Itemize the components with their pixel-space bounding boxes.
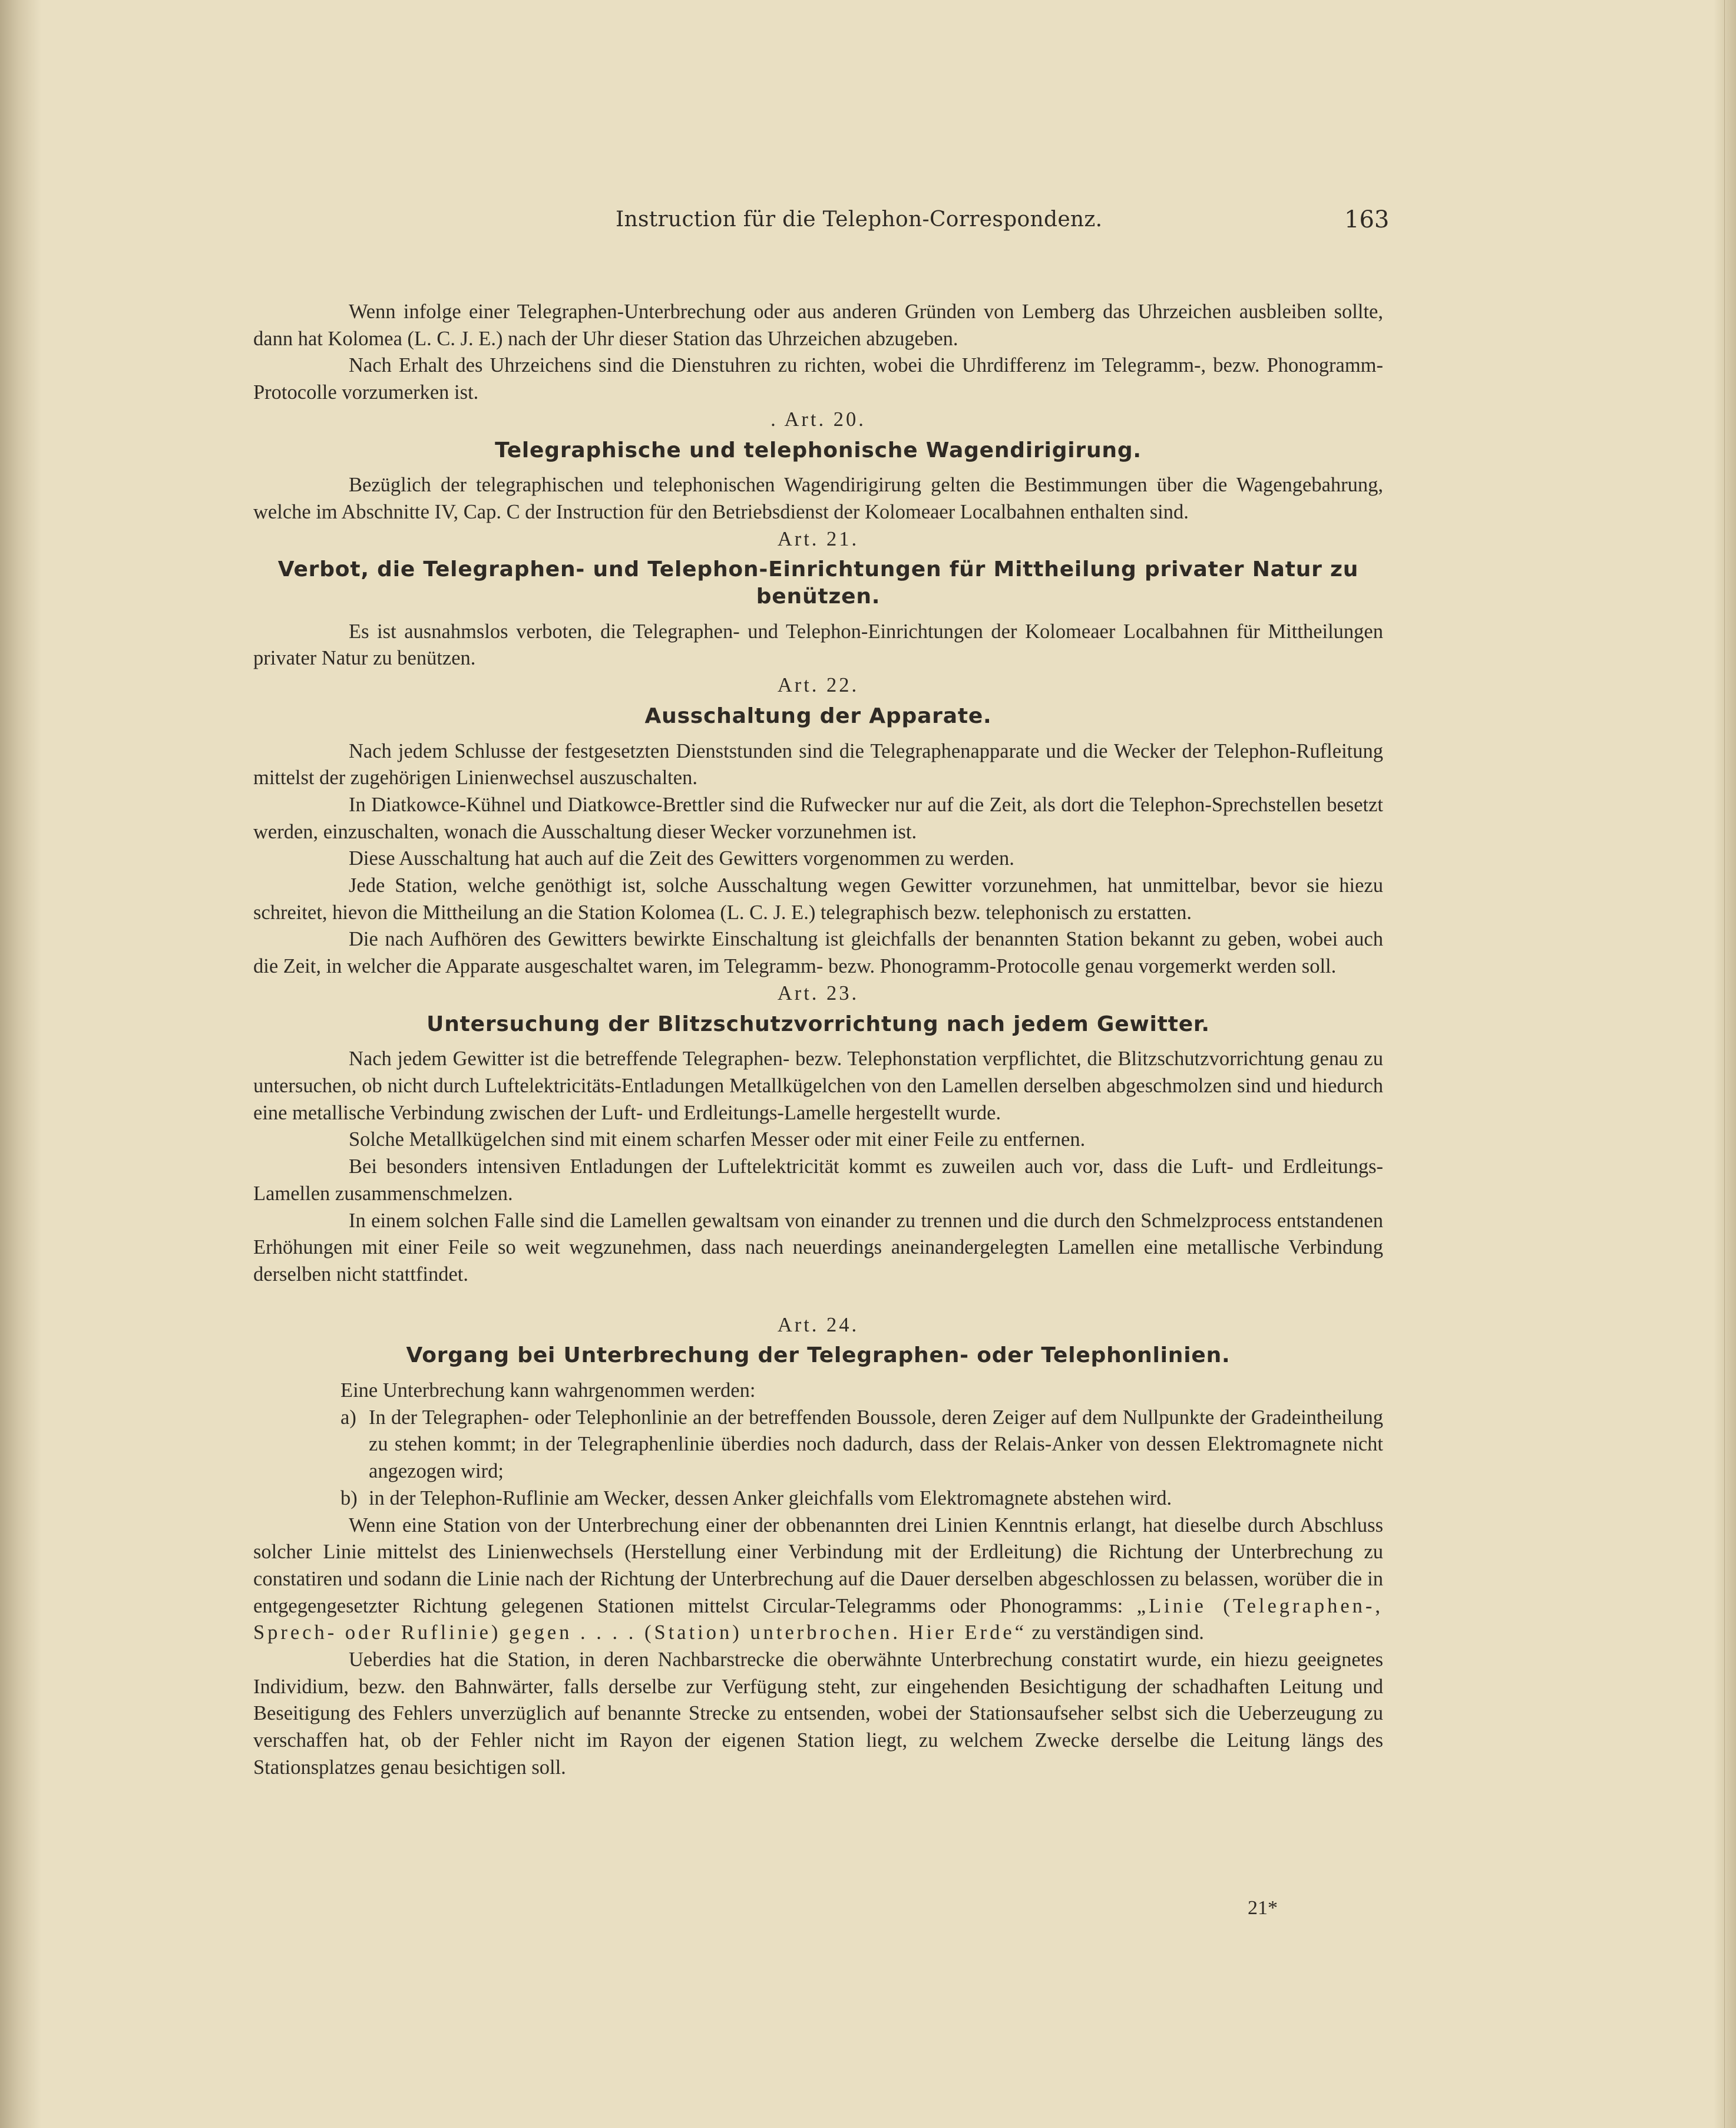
article-number: Art. 21.	[777, 527, 859, 550]
paragraph: In einem solchen Falle sind die Lamellen gewaltsam von einander zu trennen und die durch den Schmelzprocess entstandenen Erhöhungen mit einer Feile so weit wegzunehmen, dass nach neuerdings aneinandergelegten Lamellen eine metallische Verbindung derselben nicht stattfindet.	[253, 1209, 1383, 1286]
paragraph: Die nach Aufhören des Gewitters bewirkte Einschaltung ist gleichfalls der benannten Station bekannt zu geben, wobei auch die Zeit, in welcher die Apparate ausgeschaltet waren, im Telegramm- bezw. Phonogramm-Protocolle genau vorgemerkt werden soll.	[253, 928, 1383, 978]
paragraph: Nach Erhalt des Uhrzeichens sind die Dienstuhren zu richten, wobei die Uhrdifferenz im Telegramm-, bezw. Phonogramm-Protocolle vorzumerken ist.	[253, 354, 1383, 404]
article-heading: Verbot, die Telegraphen- und Telephon-Einrichtungen für Mittheilung privater Natur zu benützen.	[277, 557, 1359, 609]
paragraph: Jede Station, welche genöthigt ist, solche Ausschaltung wegen Gewitter vorzunehmen, hat unmittelbar, bevor sie hiezu schreitet, hievon die Mittheilung an die Station Kolomea (L. C. J. E.) telegraphisch bezw. telephonisch zu erstatten.	[253, 874, 1383, 924]
paragraph: Eine Unterbrechung kann wahrgenommen werden:	[340, 1379, 756, 1402]
article-number: Art. 22.	[777, 674, 859, 697]
article-heading: Untersuchung der Blitzschutzvorrichtung nach jedem Gewitter.	[426, 1012, 1210, 1036]
article-heading: Telegraphische und telephonische Wagendirigirung.	[495, 438, 1142, 462]
list-item	[253, 1405, 1383, 1485]
article-number: Art. 24.	[777, 1313, 859, 1336]
paragraph: Diese Ausschaltung hat auch auf die Zeit des Gewitters vorgenommen zu werden.	[349, 847, 1014, 870]
list-text: in der Telephon-Ruflinie am Wecker, dessen Anker gleichfalls vom Elektromagnete abstehen wird.	[369, 1486, 1172, 1509]
page-edge-right	[1714, 0, 1736, 2128]
quoted-message: „Linie (Telegraphen-, Sprech- oder Ruflinie) gegen . . . . (Station) unterbrochen. Hier Erde“	[253, 1594, 1384, 1644]
list-text: In der Telegraphen- oder Telephonlinie an der betreffenden Boussole, deren Zeiger auf dem Nullpunkte der Gradeintheilung zu stehen kommt; in der Telegraphenlinie überdies noch dadurch, dass der Relais-Anker von dessen Elektromagnete nicht angezogen wird;	[369, 1406, 1383, 1483]
list-item	[253, 1485, 1383, 1512]
paragraph: Solche Metallkügelchen sind mit einem scharfen Messer oder mit einer Feile zu entfernen.	[349, 1128, 1086, 1151]
paragraph	[253, 1512, 1383, 1647]
paragraph: Nach jedem Schlusse der festgesetzten Dienststunden sind die Telegraphenapparate und die Wecker der Telephon-Rufleitung mittelst der zugehörigen Linienwechsel auszuschalten.	[253, 739, 1383, 789]
paragraph: Nach jedem Gewitter ist die betreffende Telegraphen- bezw. Telephonstation verpflichtet, die Blitzschutzvorrichtung genau zu untersuchen, ob nicht durch Luftelektricitäts-Entladungen Metallkügelchen von den Lamellen derselben abgeschmolzen sind und hiedurch eine metallische Verbindung zwischen der Luft- und Erdleitungs-Lamelle hergestellt wurde.	[253, 1048, 1383, 1124]
paragraph: Wenn infolge einer Telegraphen-Unterbrechung oder aus anderen Gründen von Lemberg das Uhrzeichen ausbleiben sollte, dann hat Kolomea (L. C. J. E.) nach der Uhr dieser Station das Uhrzeichen abzugeben.	[253, 300, 1383, 350]
paragraph: In Diatkowce-Kühnel und Diatkowce-Brettler sind die Rufwecker nur auf die Zeit, als dort die Telephon-Sprechstellen besetzt werden, einzuschalten, wonach die Ausschaltung dieser Wecker vorzunehmen ist.	[253, 793, 1383, 843]
page-header	[0, 207, 1736, 243]
paragraph-text: zu verständigen sind.	[1031, 1621, 1204, 1644]
article-heading: Vorgang bei Unterbrechung der Telegraphen- oder Telephonlinien.	[406, 1343, 1231, 1368]
sheet-signature: 21*	[1248, 1897, 1278, 1919]
page-number: 163	[1344, 206, 1390, 233]
article-number: . Art. 20.	[771, 408, 866, 431]
list-label: b)	[340, 1486, 358, 1509]
running-title: Instruction für die Telephon-Correspondenz.	[616, 207, 1103, 232]
spacer	[253, 1288, 1383, 1312]
paragraph-text: Wenn eine Station von der Unterbrechung einer der obbenannten drei Linien Kenntnis erlangt, hat dieselbe durch Abschluss solcher Linie mittelst des Linienwechsels (Herstellung einer Verbindung mit der Erdleitung) die Richtung der Unterbrechung zu constatiren und sodann die Linie nach der Richtung der Unterbrechung auf die Dauer derselben abgeschlossen zu belassen, worüber die in entgegengesetzter Richtung gelegenen Stationen mittelst Circular-Telegramms oder Phonogramms:	[253, 1514, 1383, 1617]
list-label: a)	[340, 1406, 356, 1429]
article-heading: Ausschaltung der Apparate.	[644, 703, 992, 728]
paragraph: Es ist ausnahmslos verboten, die Telegraphen- und Telephon-Einrichtungen der Kolomeaer Localbahnen für Mittheilungen privater Natur zu benützen.	[253, 620, 1383, 670]
page-edge-left	[0, 0, 41, 2128]
page-body	[253, 299, 1383, 1782]
paragraph: Bei besonders intensiven Entladungen der Luftelektricität kommt es zuweilen auch vor, dass die Luft- und Erdleitungs-Lamellen zusammenschmelzen.	[253, 1155, 1383, 1205]
article-number: Art. 23.	[777, 982, 859, 1004]
paragraph: Bezüglich der telegraphischen und telephonischen Wagendirigirung gelten die Bestimmungen über die Wagengebahrung, welche im Abschnitte IV, Cap. C der Instruction für den Betriebsdienst der Kolomeaer Localbahnen enthalten sind.	[253, 474, 1383, 523]
paragraph: Ueberdies hat die Station, in deren Nachbarstrecke die oberwähnte Unterbrechung constatirt wurde, ein hiezu geeignetes Individium, bezw. den Bahnwärter, falls derselbe zur Verfügung steht, zur eingehenden Besichtigung der schadhaften Leitung und Beseitigung des Fehlers unverzüglich auf benannte Strecke zu entsenden, wobei der Stationsaufseher selbst sich die Ueberzeugung zu verschaffen hat, ob der Fehler nicht im Rayon der eigenen Station liegt, zu welchem Zwecke derselbe die Leitung längs des Stationsplatzes genau besichtigen soll.	[253, 1648, 1383, 1779]
